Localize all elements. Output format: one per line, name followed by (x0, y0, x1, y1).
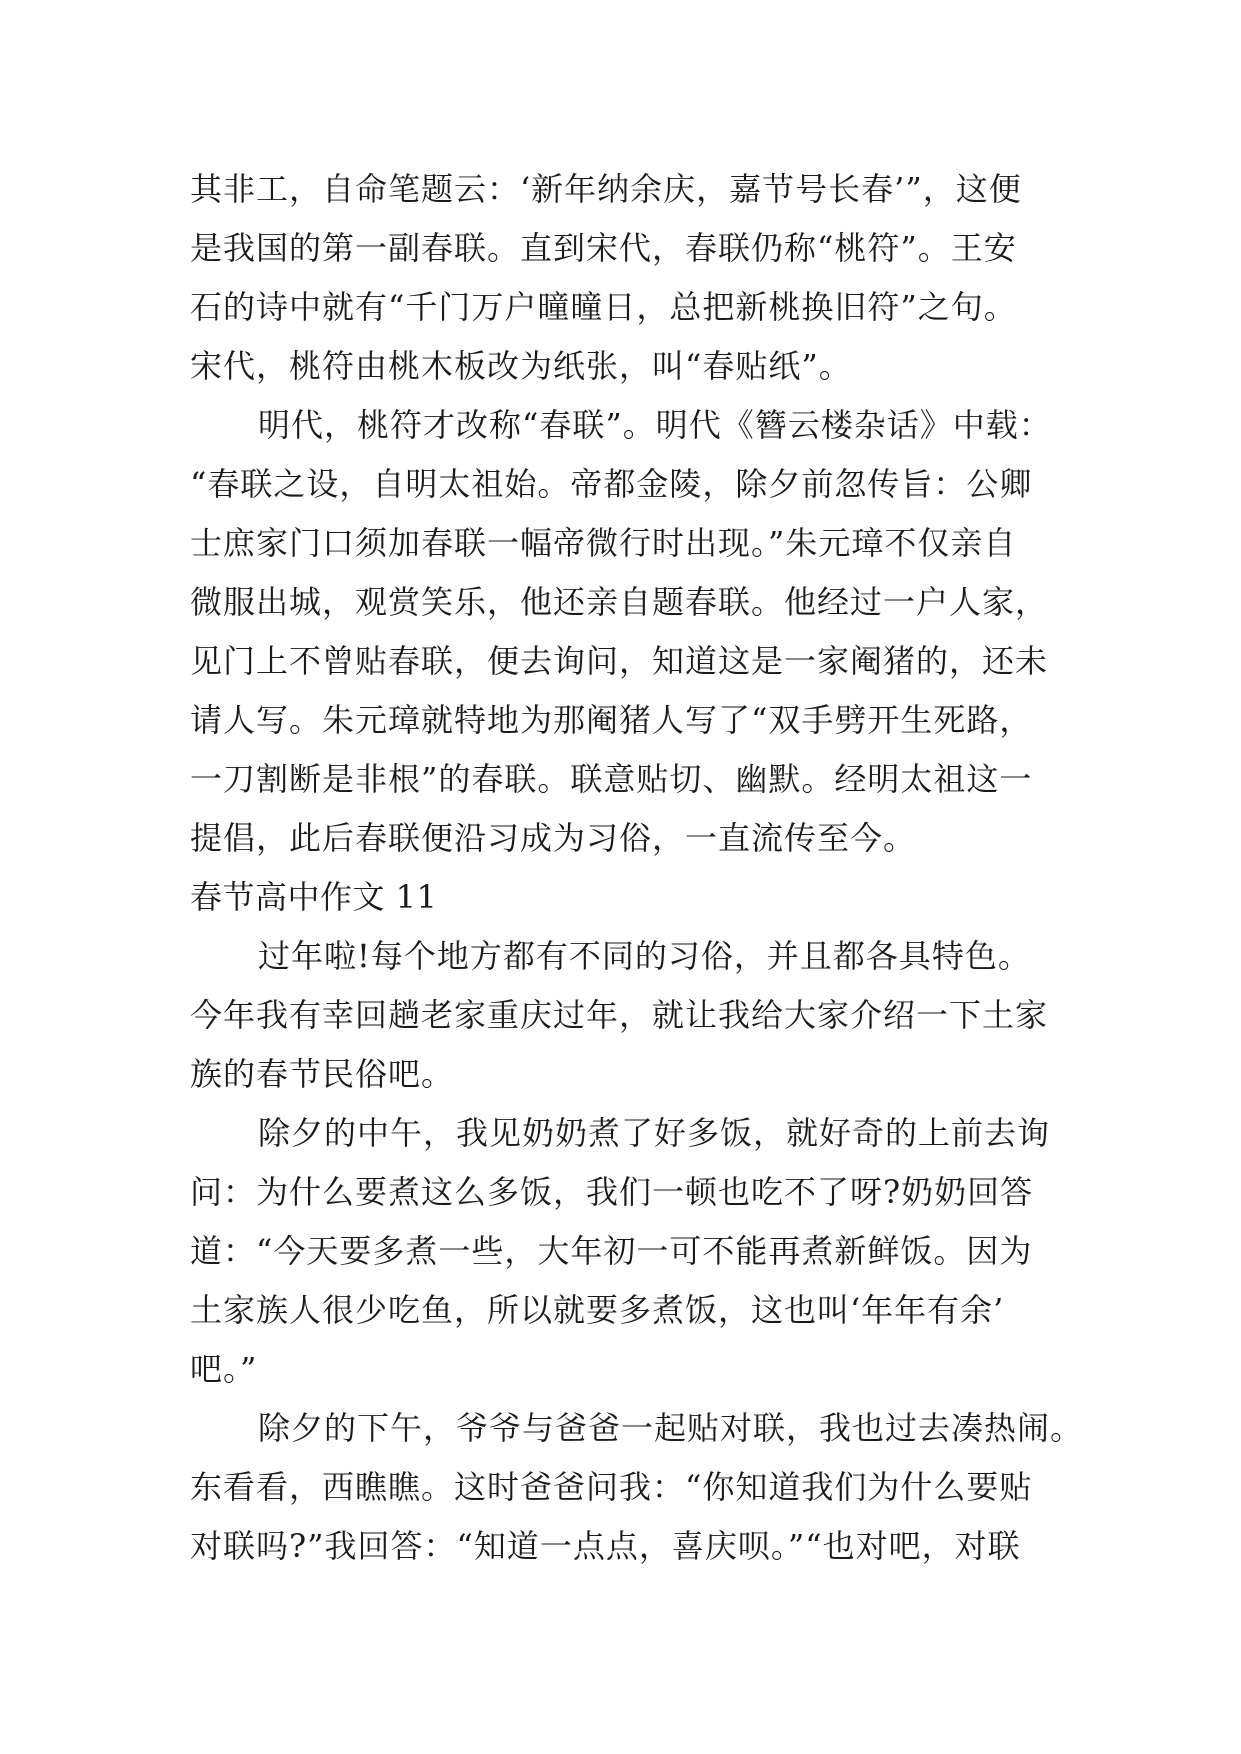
paragraph-new-year-eve-noon (190, 1104, 1080, 1399)
text-line: 问：为什么要煮这么多饭，我们一顿也吃不了呀?奶奶回答 (190, 1173, 1034, 1211)
text-line: 过年啦!每个地方都有不同的习俗，并且都各具特色。 (258, 937, 1031, 975)
text-line: 族的春节民俗吧。 (190, 1055, 455, 1093)
paragraph-intro (190, 927, 1080, 1104)
text-line: 对联吗?”我回答：“知道一点点，喜庆呗。”“也对吧，对联 (190, 1527, 1021, 1565)
text-line: 微服出城，观赏笑乐，他还亲自题春联。他经过一户人家， (190, 583, 1049, 621)
text-line: 见门上不曾贴春联，便去询问，知道这是一家阉猪的，还未 (190, 642, 1049, 680)
text-line: 士庶家门口须加春联一幅帝微行时出现。”朱元璋不仅亲自 (190, 524, 1017, 562)
text-line: 请人写。朱元璋就特地为那阉猪人写了“双手劈开生死路， (190, 701, 1033, 739)
document-body (190, 160, 1084, 1576)
paragraph-new-year-eve-afternoon (190, 1399, 1084, 1576)
text-line: 提倡，此后春联便沿习成为习俗，一直流传至今。 (190, 819, 917, 857)
text-line: “春联之设，自明太祖始。帝都金陵，除夕前忽传旨：公卿 (190, 465, 1033, 503)
section-title: 春节高中作文 11 (190, 878, 438, 916)
text-line: 吧。” (190, 1350, 258, 1388)
paragraph-peach-talisman (190, 160, 1080, 396)
text-line: 今年我有幸回趟老家重庆过年，就让我给大家介绍一下土家 (190, 996, 1049, 1034)
text-line: 除夕的中午，我见奶奶煮了好多饭，就好奇的上前去询 (258, 1114, 1051, 1152)
text-line: 除夕的下午，爷爷与爸爸一起贴对联，我也过去凑热闹。 (258, 1409, 1084, 1447)
text-line: 宋代，桃符由桃木板改为纸张，叫“春贴纸”。 (190, 347, 852, 385)
text-line: 土家族人很少吃鱼，所以就要多煮饭，这也叫‘年年有余’ (190, 1291, 1005, 1329)
text-line: 石的诗中就有“千门万户曈曈日，总把新桃换旧符”之句。 (190, 288, 1017, 326)
text-line: 其非工，自命笔题云：‘新年纳余庆，嘉节号长春’”，这便 (190, 170, 1022, 208)
text-line: 东看看，西瞧瞧。这时爸爸问我：“你知道我们为什么要贴 (190, 1468, 1033, 1506)
text-line: 一刀割断是非根”的春联。联意贴切、幽默。经明太祖这一 (190, 760, 1033, 798)
text-line: 明代，桃符才改称“春联”。明代《簪云楼杂话》中载： (258, 406, 1052, 444)
text-line: 是我国的第一副春联。直到宋代，春联仍称“桃符”。王安 (190, 229, 1017, 267)
text-line: 道：“今天要多煮一些，大年初一可不能再煮新鲜饭。因为 (190, 1232, 1033, 1270)
paragraph-ming-dynasty (190, 396, 1080, 868)
